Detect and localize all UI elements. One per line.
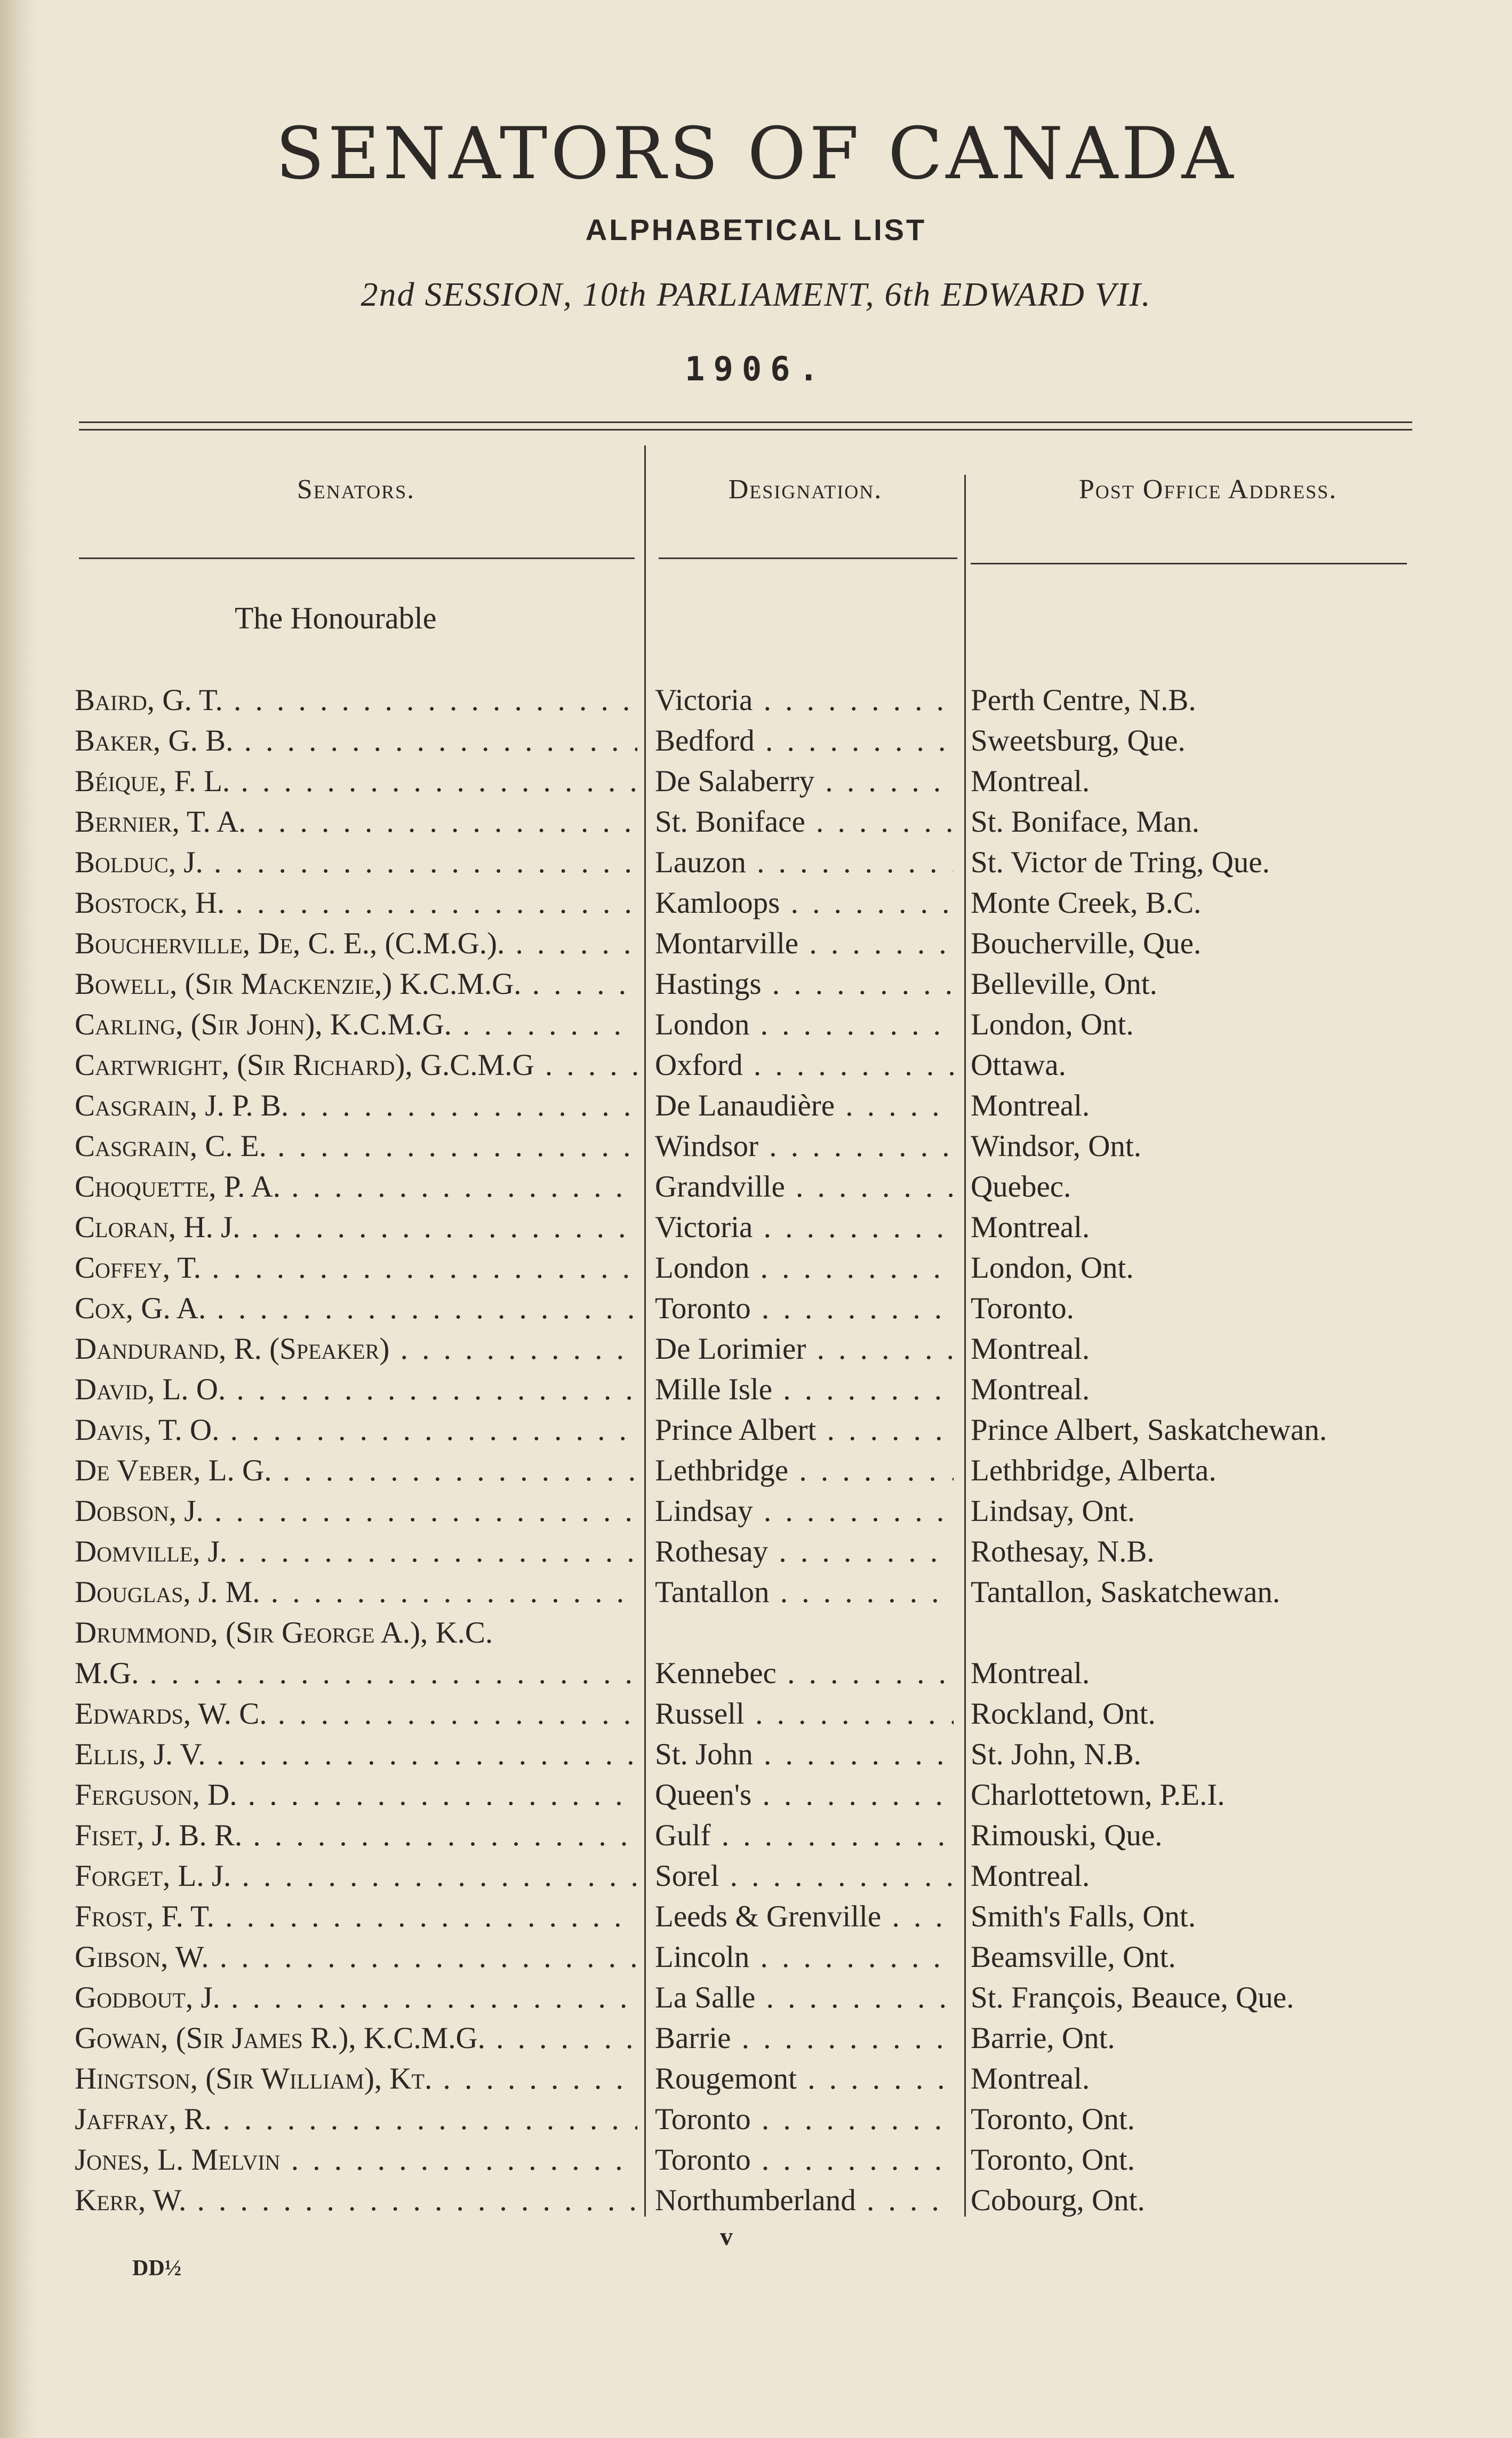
designation: De Salaberry . . . [655,761,954,802]
designation: Leeds & Grenville . . . [655,1897,954,1937]
post-office-address: St. Victor de Tring, Que. [971,846,1270,879]
designation: Rothesay . . . [655,1532,954,1572]
table-row [0,1937,1512,1978]
post-office-address: St. John, N.B. [971,1738,1141,1771]
post-office-address: Montreal. [971,1210,1090,1244]
senator-name: Cox, G. A. . . . [75,1288,637,1329]
table-row [0,1734,1512,1775]
column-rule-address [971,563,1407,564]
senator-name: Forget, L. J. . . . [75,1856,637,1897]
post-office-address: Rockland, Ont. [971,1697,1156,1731]
table-row [0,1288,1512,1329]
designation: Lethbridge . . . [655,1451,954,1491]
senator-name: Jaffray, R. . . . [75,2099,637,2140]
designation: London . . . [655,1248,954,1288]
table-row [0,1613,1512,1653]
table-row [0,1815,1512,1856]
designation: Kamloops . . . [655,883,954,923]
post-office-address: Montreal. [971,2062,1090,2096]
post-office-address: Ottawa. [971,1048,1066,1082]
post-office-address: Tantallon, Saskatchewan. [971,1575,1281,1609]
post-office-address: Montreal. [971,1859,1090,1893]
post-office-address: Montreal. [971,1373,1090,1406]
senator-name: Baker, G. B. . . . [75,721,637,761]
designation: Queen's . . . [655,1775,954,1815]
post-office-address: Beamsville, Ont. [971,1940,1176,1974]
designation: Grandville . . . [655,1167,954,1207]
post-office-address: Barrie, Ont. [971,2021,1115,2055]
senator-name: Fiset, J. B. R. . . . [75,1815,637,1856]
designation: London . . . [655,1005,954,1045]
table-row [0,2099,1512,2140]
post-office-address: Toronto, Ont. [971,2143,1135,2177]
post-office-address: Montreal. [971,1656,1090,1690]
table-row [0,1856,1512,1897]
table-row [0,1532,1512,1572]
senator-name: Edwards, W. C. . . . [75,1694,637,1734]
post-office-address: Charlottetown, P.E.I. [971,1778,1225,1812]
table-row [0,680,1512,721]
table-row [0,1491,1512,1532]
senator-name: Boucherville, De, C. E., (C.M.G.). . . . [75,923,637,964]
printer-signature: DD½ [132,2256,182,2281]
designation: Prince Albert . . . [655,1410,954,1451]
table-row [0,1126,1512,1167]
senator-name: Godbout, J. . . . [75,1978,637,2018]
page-number: v [720,2222,733,2251]
designation: St. John . . . [655,1734,954,1775]
table-row [0,1978,1512,2018]
senator-name: De Veber, L. G. . . . [75,1451,637,1491]
designation: Lindsay . . . [655,1491,954,1532]
post-office-address: London, Ont. [971,1008,1134,1041]
post-office-address: Toronto, Ont. [971,2102,1135,2136]
table-row [0,1045,1512,1086]
designation: Toronto . . . [655,1288,954,1329]
table-row [0,1005,1512,1045]
post-office-address: London, Ont. [971,1251,1134,1285]
table-row [0,842,1512,883]
post-office-address: Lindsay, Ont. [971,1494,1135,1528]
designation: De Lanaudière . . . [655,1086,954,1126]
senator-name: Kerr, W. . . . [75,2180,637,2221]
post-office-address: Toronto. [971,1292,1074,1325]
senator-name: Davis, T. O. . . . [75,1410,637,1451]
designation: Windsor . . . [655,1126,954,1167]
post-office-address: Windsor, Ont. [971,1129,1141,1163]
designation: Barrie . . . [655,2018,954,2059]
senator-name: Carling, (Sir John), K.C.M.G. . . . [75,1005,637,1045]
designation: Oxford . . . [655,1045,954,1086]
senator-name: Bowell, (Sir Mackenzie,) K.C.M.G. . . . [75,964,637,1005]
post-office-address: Lethbridge, Alberta. [971,1454,1217,1487]
table-row [0,1329,1512,1369]
senator-name: Ferguson, D. . . . [75,1775,637,1815]
post-office-address: Montreal. [971,764,1090,798]
senator-name: Gowan, (Sir James R.), K.C.M.G. . . . [75,2018,637,2059]
senator-name: Ellis, J. V. . . . [75,1734,637,1775]
senator-name: Bernier, T. A. . . . [75,802,637,842]
designation: Victoria . . . [655,1207,954,1248]
senator-name: David, L. O. . . . [75,1369,637,1410]
table-row [0,1248,1512,1288]
table-row [0,1694,1512,1734]
table-row [0,2140,1512,2180]
post-office-address: St. Boniface, Man. [971,805,1200,839]
header-rule-bottom [79,429,1412,431]
page-title: SENATORS OF CANADA [275,112,1237,195]
post-office-address: Prince Albert, Saskatchewan. [971,1413,1327,1447]
designation: Gulf . . . [655,1815,954,1856]
designation: Montarville . . . [655,923,954,964]
senator-name: Dandurand, R. (Speaker) . . . [75,1329,637,1369]
page-subtitle: ALPHABETICAL LIST [585,213,927,246]
senator-name: Gibson, W. . . . [75,1937,637,1978]
table-row [0,1410,1512,1451]
senator-name: M.G. . . . [75,1653,637,1694]
designation: Kennebec . . . [655,1653,954,1694]
table-row [0,802,1512,842]
senator-name: Bolduc, J. . . . [75,842,637,883]
table-row [0,964,1512,1005]
post-office-address: Rimouski, Que. [971,1819,1163,1852]
designation: La Salle . . . [655,1978,954,2018]
senator-name: Cartwright, (Sir Richard), G.C.M.G . . . [75,1045,637,1086]
session-line: 2nd SESSION, 10th PARLIAMENT, 6th EDWARD VII. [361,275,1151,313]
year-line: 1906. [685,349,827,388]
table-row [0,1086,1512,1126]
post-office-address: Cobourg, Ont. [971,2184,1145,2217]
table-row [0,1653,1512,1694]
table-row [0,1572,1512,1613]
post-office-address: Montreal. [971,1332,1090,1366]
post-office-address: Perth Centre, N.B. [971,683,1196,717]
column-rule-senators [79,557,635,559]
table-row [0,923,1512,964]
table-row [0,1897,1512,1937]
designation: Toronto . . . [655,2099,954,2140]
post-office-address: Belleville, Ont. [971,967,1157,1001]
senator-name: Baird, G. T. . . . [75,680,637,721]
senator-name: Casgrain, J. P. B. . . . [75,1086,637,1126]
table-row [0,761,1512,802]
senator-name: Dobson, J. . . . [75,1491,637,1532]
column-header-address: Post Office Address. [1078,474,1338,505]
senator-name: Drummond, (Sir George A.), K.C. [75,1616,493,1650]
post-office-address: Monte Creek, B.C. [971,886,1202,920]
post-office-address: St. François, Beauce, Que. [971,1981,1294,2014]
table-row [0,721,1512,761]
header-rule-top [79,421,1412,423]
designation: Northumberland . . . [655,2180,954,2221]
table-row [0,1207,1512,1248]
designation: Sorel . . . [655,1856,954,1897]
senator-name: Béique, F. L. . . . [75,761,637,802]
senator-name: Bostock, H. . . . [75,883,637,923]
senator-name: Casgrain, C. E. . . . [75,1126,637,1167]
table-row [0,2180,1512,2221]
senator-name: Douglas, J. M. . . . [75,1572,637,1613]
post-office-address: Boucherville, Que. [971,927,1202,960]
table-row [0,2059,1512,2099]
table-row [0,1775,1512,1815]
designation: De Lorimier . . . [655,1329,954,1369]
table-row [0,2018,1512,2059]
senator-name: Choquette, P. A. . . . [75,1167,637,1207]
post-office-address: Montreal. [971,1089,1090,1122]
designation: Lauzon . . . [655,842,954,883]
post-office-address: Quebec. [971,1170,1071,1204]
senator-name: Coffey, T. . . . [75,1248,637,1288]
table-row [0,1369,1512,1410]
designation: Russell . . . [655,1694,954,1734]
column-header-designation: Designation. [728,474,883,505]
the-honourable-heading: The Honourable [235,601,437,635]
senator-name: Cloran, H. J. . . . [75,1207,637,1248]
designation: Bedford . . . [655,721,954,761]
designation: Hastings . . . [655,964,954,1005]
designation: Rougemont . . . [655,2059,954,2099]
designation: Lincoln . . . [655,1937,954,1978]
table-row [0,1167,1512,1207]
table-row [0,883,1512,923]
post-office-address: Smith's Falls, Ont. [971,1900,1196,1933]
post-office-address: Rothesay, N.B. [971,1535,1155,1568]
column-header-senators: Senators. [297,474,415,505]
senator-name: Frost, F. T. . . . [75,1897,637,1937]
senator-name: Domville, J. . . . [75,1532,637,1572]
senator-name: Jones, L. Melvin . . . [75,2140,637,2180]
designation: Tantallon . . . [655,1572,954,1613]
post-office-address: Sweetsburg, Que. [971,724,1186,758]
designation: Victoria . . . [655,680,954,721]
designation: St. Boniface . . . [655,802,954,842]
senator-name: Hingtson, (Sir William), Kt. . . . [75,2059,637,2099]
designation: Mille Isle . . . [655,1369,954,1410]
table-row [0,1451,1512,1491]
designation: Toronto . . . [655,2140,954,2180]
column-rule-designation [659,557,957,559]
